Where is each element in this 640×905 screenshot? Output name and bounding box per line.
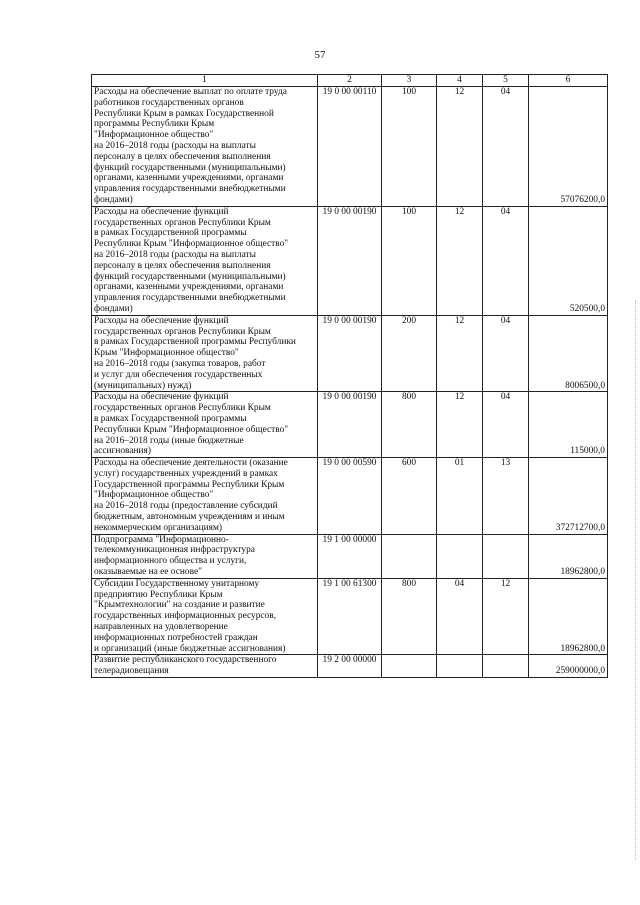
target-article-code: 19 1 00 61300	[318, 578, 382, 655]
section-code	[437, 534, 483, 578]
expense-type-code: 800	[382, 578, 437, 655]
column-header: 5	[483, 75, 529, 87]
amount: 18962800,0	[529, 534, 608, 578]
target-article-code: 19 2 00 00000	[318, 655, 382, 678]
target-article-code: 19 0 00 00590	[318, 458, 382, 535]
amount: 8006500,0	[529, 315, 608, 392]
target-article-code: 19 0 00 00110	[318, 87, 382, 207]
expense-name: Расходы на обеспечение деятельности (оказание услуг) государственных учреждений в рамках Государственной программы Республики Крым "Информационное общество" на 2016–2018 годы (предоставление субсидий бюджетным, автономным учреждениям и иным некоммерческим организациям)	[92, 458, 318, 535]
scan-margin-marks	[633, 300, 636, 860]
expense-name: Развитие республиканского государственного телерадиовещания	[92, 655, 318, 678]
budget-table	[91, 74, 608, 678]
section-code: 12	[437, 392, 483, 458]
section-code: 12	[437, 315, 483, 392]
column-header: 6	[529, 75, 608, 87]
subsection-code: 04	[483, 87, 529, 207]
section-code	[437, 655, 483, 678]
subsection-code: 04	[483, 206, 529, 315]
section-code: 01	[437, 458, 483, 535]
target-article-code: 19 1 00 00000	[318, 534, 382, 578]
amount: 259000000,0	[529, 655, 608, 678]
table-row	[92, 392, 608, 458]
amount: 115000,0	[529, 392, 608, 458]
subsection-code: 04	[483, 315, 529, 392]
expense-name: Подпрограмма "Информационно- телекоммуникационная инфраструктура информационного общества и услуги, оказываемые на ее основе"	[92, 534, 318, 578]
column-header: 4	[437, 75, 483, 87]
table-row	[92, 655, 608, 678]
table-row	[92, 578, 608, 655]
table-row	[92, 458, 608, 535]
target-article-code: 19 0 00 00190	[318, 392, 382, 458]
subsection-code	[483, 534, 529, 578]
section-code: 04	[437, 578, 483, 655]
subsection-code: 12	[483, 578, 529, 655]
expense-type-code	[382, 655, 437, 678]
expense-type-code	[382, 534, 437, 578]
table-row	[92, 534, 608, 578]
table-row	[92, 315, 608, 392]
table-row	[92, 87, 608, 207]
subsection-code: 13	[483, 458, 529, 535]
target-article-code: 19 0 00 00190	[318, 206, 382, 315]
table-header-row	[92, 75, 608, 87]
column-header: 2	[318, 75, 382, 87]
page-number: 57	[314, 49, 326, 61]
subsection-code	[483, 655, 529, 678]
amount: 520500,0	[529, 206, 608, 315]
expense-name: Расходы на обеспечение функций государственных органов Республики Крым в рамках Государственной программы Республики Крым "Информационное общество" на 2016–2018 годы (закупка товаров, работ и услуг для обеспечения государственных (муниципальных) нужд)	[92, 315, 318, 392]
expense-type-code: 800	[382, 392, 437, 458]
expense-name: Расходы на обеспечение функций государственных органов Республики Крым в рамках Государственной программы Республики Крым "Информационное общество" на 2016–2018 годы (иные бюджетные ассигнования)	[92, 392, 318, 458]
amount: 18962800,0	[529, 578, 608, 655]
expense-name: Субсидии Государственному унитарному предприятию Республики Крым "Крымтехнологии" на создание и развитие государственных информационных ресурсов, направленных на удовлетворение информационных потребностей граждан и организаций (иные бюджетные ассигнования)	[92, 578, 318, 655]
column-header: 1	[92, 75, 318, 87]
expense-name: Расходы на обеспечение функций государственных органов Республики Крым в рамках Государственной программы Республики Крым "Информационное общество" на 2016–2018 годы (расходы на выплаты персоналу в целях обеспечения выполнения функций государственными (муниципальными) органами, казенными учреждениями, органами управления государственными внебюджетными фондами)	[92, 206, 318, 315]
column-header: 3	[382, 75, 437, 87]
amount: 372712700,0	[529, 458, 608, 535]
table-row	[92, 206, 608, 315]
amount: 57076200,0	[529, 87, 608, 207]
section-code: 12	[437, 206, 483, 315]
subsection-code: 04	[483, 392, 529, 458]
expense-name: Расходы на обеспечение выплат по оплате труда работников государственных органов Республики Крым в рамках Государственной программы Республики Крым "Информационное общество" на 2016–2018 годы (расходы на выплаты персоналу в целях обеспечения выполнения функций государственными (муниципальными) органами, казенными учреждениями, органами управления государственными внебюджетными фондами)	[92, 87, 318, 207]
expense-type-code: 600	[382, 458, 437, 535]
target-article-code: 19 0 00 00190	[318, 315, 382, 392]
expense-type-code: 200	[382, 315, 437, 392]
section-code: 12	[437, 87, 483, 207]
expense-type-code: 100	[382, 87, 437, 207]
expense-type-code: 100	[382, 206, 437, 315]
